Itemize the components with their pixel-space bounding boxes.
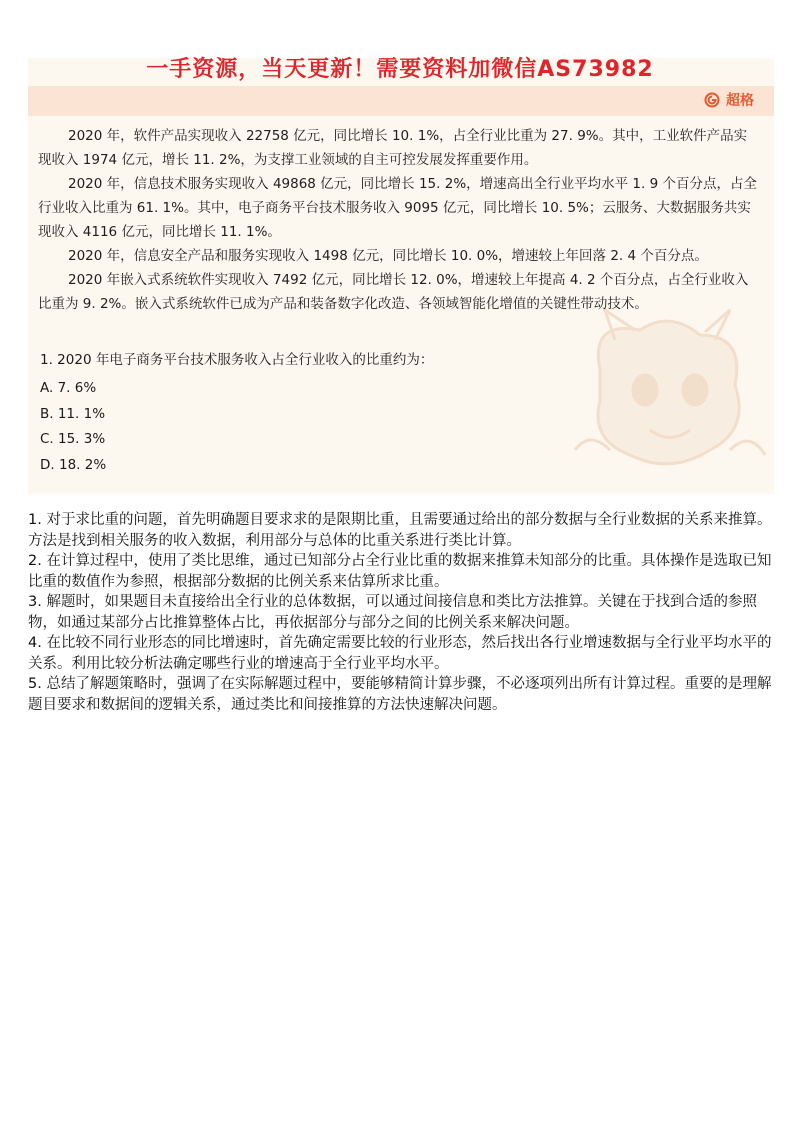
passage xyxy=(38,124,760,316)
brand-name: 超格 xyxy=(726,93,754,109)
option-c[interactable]: C. 15. 3% xyxy=(40,431,106,447)
passage-paragraph: 2020 年，信息技术服务实现收入 49868 亿元，同比增长 15. 2%，增速高出全行业平均水平 1. 9 个百分点，占全行业收入比重为 61. 1%。其中，电子商务平台技术服务收入 9095 亿元，同比增长 10. 5%；云服务、大数据服务共实现收入 4116 亿元，同比增长 11. 1%。 xyxy=(38,176,757,240)
question-stem: 1. 2020 年电子商务平台技术服务收入占全行业收入的比重约为： xyxy=(40,352,434,368)
analysis-item: 1. 对于求比重的问题，首先明确题目要求求的是限期比重，且需要通过给出的部分数据与全行业数据的关系来推算。方法是找到相关服务的收入数据，利用部分与总体的比重关系进行类比计算。 xyxy=(28,512,772,549)
analysis-item: 2. 在计算过程中，使用了类比思维，通过已知部分占全行业比重的数据来推算未知部分的比重。具体操作是选取已知比重的数值作为参照，根据部分数据的比例关系来估算所求比重。 xyxy=(28,553,772,590)
passage-paragraph: 2020 年，软件产品实现收入 22758 亿元，同比增长 10. 1%，占全行业比重为 27. 9%。其中，工业软件产品实现收入 1974 亿元，增长 11. 2%，为支撑工业领域的自主可控发展发挥重要作用。 xyxy=(38,128,748,168)
header-band xyxy=(28,86,774,116)
analysis-item: 3. 解题时，如果题目未直接给出全行业的总体数据，可以通过间接信息和类比方法推算。关键在于找到合适的参照物，如通过某部分占比推算整体占比，再依据部分与部分之间的比例关系来解决问题。 xyxy=(28,594,757,631)
analysis xyxy=(28,510,772,715)
mascot-watermark-icon xyxy=(560,300,770,490)
analysis-item: 5. 总结了解题策略时，强调了在实际解题过程中，要能够精简计算步骤，不必逐项列出所有计算过程。重要的是理解题目要求和数据间的逻辑关系，通过类比和间接推算的方法快速解决问题。 xyxy=(28,676,772,713)
watermark-text: 一手资源，当天更新！需要资料加微信AS73982 xyxy=(146,57,654,82)
passage-paragraph: 2020 年，信息安全产品和服务实现收入 1498 亿元，同比增长 10. 0%，增速较上年回落 2. 4 个百分点。 xyxy=(68,248,708,264)
option-a[interactable]: A. 7. 6% xyxy=(40,380,97,396)
brand-logo-icon xyxy=(704,92,720,108)
analysis-item: 4. 在比较不同行业形态的同比增速时，首先确定需要比较的行业形态，然后找出各行业增速数据与全行业平均水平的关系。利用比较分析法确定哪些行业的增速高于全行业平均水平。 xyxy=(28,635,772,672)
question xyxy=(40,348,433,478)
brand xyxy=(704,90,754,110)
option-b[interactable]: B. 11. 1% xyxy=(40,405,106,422)
option-d[interactable]: D. 18. 2% xyxy=(40,456,107,473)
passage-paragraph: 2020 年嵌入式系统软件实现收入 7492 亿元，同比增长 12. 0%，增速较上年提高 4. 2 个百分点，占全行业收入比重为 9. 2%。嵌入式系统软件已成为产品和装备数字化改造、各领域智能化增值的关键性带动技术。 xyxy=(38,272,749,312)
